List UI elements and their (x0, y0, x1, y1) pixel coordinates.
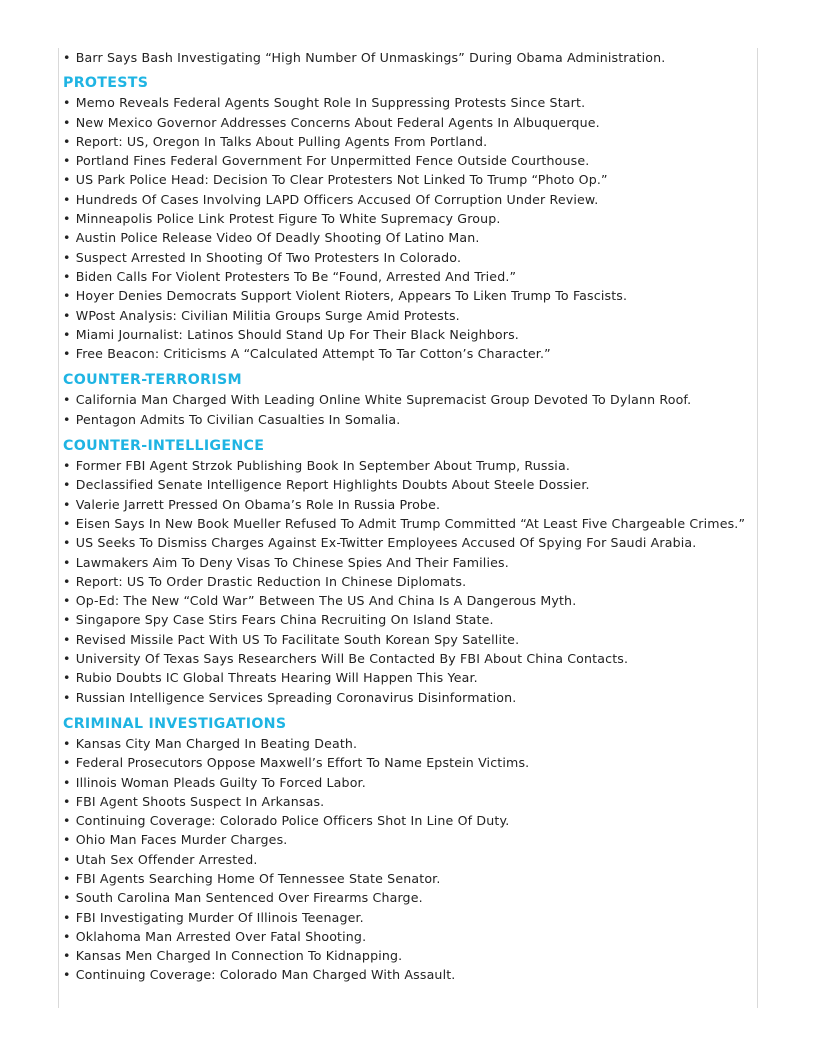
headline-link[interactable]: US Park Police Head: Decision To Clear Protesters Not Linked To Trump “Photo Op.” (75, 172, 608, 188)
headline-link[interactable]: Former FBI Agent Strzok Publishing Book In September About Trump, Russia. (75, 458, 570, 474)
bullet-icon: • (63, 172, 75, 188)
list-item (63, 170, 753, 189)
bullet-icon: • (63, 411, 75, 427)
list-item (63, 190, 753, 209)
headline-link[interactable]: Illinois Woman Pleads Guilty To Forced Labor. (75, 774, 366, 790)
list-item (63, 850, 753, 869)
bullet-icon: • (63, 133, 75, 149)
headline-link[interactable]: Kansas Men Charged In Connection To Kidnapping. (75, 948, 403, 964)
list-item (63, 151, 753, 170)
list-item (63, 688, 753, 707)
headline-link[interactable]: Report: US, Oregon In Talks About Pulling Agents From Portland. (75, 133, 488, 149)
section (63, 371, 753, 429)
list-item (63, 811, 753, 830)
list-item (63, 93, 753, 112)
bullet-icon: • (63, 458, 75, 474)
bullet-icon: • (63, 735, 75, 751)
headline-link[interactable]: FBI Agents Searching Home Of Tennessee State Senator. (75, 870, 441, 886)
bullet-icon: • (63, 346, 75, 362)
headline-link[interactable]: Continuing Coverage: Colorado Man Charged With Assault. (75, 967, 456, 983)
bullet-icon: • (63, 392, 75, 408)
bullet-icon: • (63, 612, 75, 628)
list-item (63, 495, 753, 514)
headline-link[interactable]: Portland Fines Federal Government For Unpermitted Fence Outside Courthouse. (75, 153, 590, 169)
bullet-icon: • (63, 948, 75, 964)
bullet-icon: • (63, 268, 75, 284)
section-heading: PROTESTS (63, 75, 149, 92)
list-item (63, 48, 753, 67)
section-heading: COUNTER-INTELLIGENCE (63, 438, 265, 455)
bullet-icon: • (63, 928, 75, 944)
headline-link[interactable]: Lawmakers Aim To Deny Visas To Chinese Spies And Their Families. (75, 554, 509, 570)
headline-link[interactable]: Miami Journalist: Latinos Should Stand Up For Their Black Neighbors. (75, 326, 519, 342)
bullet-icon: • (63, 95, 75, 111)
list-item (63, 475, 753, 494)
section (63, 74, 753, 363)
list-item (63, 927, 753, 946)
list-item (63, 830, 753, 849)
bullet-icon: • (63, 851, 75, 867)
list-item (63, 668, 753, 687)
bullet-icon: • (63, 631, 75, 647)
bullet-icon: • (63, 211, 75, 227)
headline-link[interactable]: Hundreds Of Cases Involving LAPD Officers Accused Of Corruption Under Review. (75, 191, 599, 207)
headline-link[interactable]: Declassified Senate Intelligence Report Highlights Doubts About Steele Dossier. (75, 477, 590, 493)
headline-link[interactable]: Russian Intelligence Services Spreading Coronavirus Disinformation. (75, 689, 517, 705)
list-item (63, 572, 753, 591)
bullet-icon: • (63, 288, 75, 304)
list-item (63, 533, 753, 552)
headline-link[interactable]: Continuing Coverage: Colorado Police Officers Shot In Line Of Duty. (75, 813, 510, 829)
list-item (63, 610, 753, 629)
bullet-icon: • (63, 890, 75, 906)
bullet-icon: • (63, 689, 75, 705)
list-item (63, 113, 753, 132)
bullet-icon: • (63, 307, 75, 323)
headline-link[interactable]: Op-Ed: The New “Cold War” Between The US And China Is A Dangerous Myth. (75, 593, 577, 609)
headline-link[interactable]: Oklahoma Man Arrested Over Fatal Shooting. (75, 928, 367, 944)
bullet-icon: • (63, 554, 75, 570)
headline-link[interactable]: Biden Calls For Violent Protesters To Be “Found, Arrested And Tried.” (75, 268, 517, 284)
section (63, 48, 753, 67)
list-item (63, 591, 753, 610)
headline-link[interactable]: Hoyer Denies Democrats Support Violent Rioters, Appears To Liken Trump To Fascists. (75, 288, 628, 304)
bullet-icon: • (63, 651, 75, 667)
headline-link[interactable]: Austin Police Release Video Of Deadly Shooting Of Latino Man. (75, 230, 480, 246)
list-item (63, 456, 753, 475)
headline-link[interactable]: Suspect Arrested In Shooting Of Two Protesters In Colorado. (75, 249, 462, 265)
list-item (63, 410, 753, 429)
bullet-icon: • (63, 50, 75, 65)
headline-link[interactable]: California Man Charged With Leading Online White Supremacist Group Devoted To Dylann Roof. (75, 392, 692, 408)
section-heading: COUNTER-TERRORISM (63, 372, 242, 389)
headline-link[interactable]: Barr Says Bash Investigating “High Number Of Unmaskings” During Obama Administration. (75, 50, 666, 65)
bullet-icon: • (63, 774, 75, 790)
headline-link[interactable]: Free Beacon: Criticisms A “Calculated Attempt To Tar Cotton’s Character.” (75, 346, 551, 362)
bullet-icon: • (63, 153, 75, 169)
headline-link[interactable]: Revised Missile Pact With US To Facilitate South Korean Spy Satellite. (75, 631, 520, 647)
headline-link[interactable]: US Seeks To Dismiss Charges Against Ex-Twitter Employees Accused Of Spying For Saudi Arabia. (75, 535, 697, 551)
headline-link[interactable]: Singapore Spy Case Stirs Fears China Recruiting On Island State. (75, 612, 494, 628)
list-item (63, 649, 753, 668)
list-item (63, 869, 753, 888)
list-item (63, 228, 753, 247)
bullet-icon: • (63, 593, 75, 609)
bullet-icon: • (63, 515, 75, 531)
list-item (63, 267, 753, 286)
bullet-icon: • (63, 477, 75, 493)
list-item (63, 306, 753, 325)
list-item (63, 390, 753, 409)
headline-link[interactable]: Utah Sex Offender Arrested. (75, 851, 258, 867)
headline-link[interactable]: Report: US To Order Drastic Reduction In Chinese Diplomats. (75, 573, 467, 589)
headline-link[interactable]: University Of Texas Says Researchers Will Be Contacted By FBI About China Contacts. (75, 651, 629, 667)
headline-link[interactable]: FBI Agent Shoots Suspect In Arkansas. (75, 793, 325, 809)
list-item (63, 553, 753, 572)
bullet-icon: • (63, 191, 75, 207)
list-item (63, 514, 753, 533)
bullet-icon: • (63, 832, 75, 848)
list-item (63, 773, 753, 792)
list-item (63, 344, 753, 363)
list-item (63, 132, 753, 151)
bullet-icon: • (63, 496, 75, 512)
headline-link[interactable]: Ohio Man Faces Murder Charges. (75, 832, 288, 848)
list-item (63, 630, 753, 649)
section (63, 715, 753, 985)
bullet-icon: • (63, 114, 75, 130)
list-item (63, 753, 753, 772)
bullet-icon: • (63, 870, 75, 886)
list-item (63, 325, 753, 344)
list-item (63, 965, 753, 984)
list-item (63, 792, 753, 811)
headline-link[interactable]: Rubio Doubts IC Global Threats Hearing Will Happen This Year. (75, 670, 478, 686)
bullet-icon: • (63, 967, 75, 983)
section (63, 437, 753, 707)
section-heading: CRIMINAL INVESTIGATIONS (63, 715, 287, 732)
bullet-icon: • (63, 813, 75, 829)
headline-link[interactable]: South Carolina Man Sentenced Over Firearms Charge. (75, 890, 423, 906)
headline-link[interactable]: Memo Reveals Federal Agents Sought Role In Suppressing Protests Since Start. (75, 95, 586, 111)
headline-link[interactable]: Kansas City Man Charged In Beating Death. (75, 735, 358, 751)
news-digest-list (63, 48, 753, 985)
headline-link[interactable]: Minneapolis Police Link Protest Figure To White Supremacy Group. (75, 211, 501, 227)
list-item (63, 286, 753, 305)
headline-link[interactable]: Valerie Jarrett Pressed On Obama’s Role In Russia Probe. (75, 496, 441, 512)
list-item (63, 734, 753, 753)
list-item (63, 888, 753, 907)
bullet-icon: • (63, 230, 75, 246)
bullet-icon: • (63, 249, 75, 265)
bullet-icon: • (63, 793, 75, 809)
bullet-icon: • (63, 909, 75, 925)
headline-link[interactable]: Pentagon Admits To Civilian Casualties In Somalia. (75, 411, 401, 427)
headline-link[interactable]: Federal Prosecutors Oppose Maxwell’s Effort To Name Epstein Victims. (75, 755, 530, 771)
bullet-icon: • (63, 535, 75, 551)
bullet-icon: • (63, 326, 75, 342)
bullet-icon: • (63, 573, 75, 589)
bullet-icon: • (63, 755, 75, 771)
list-item (63, 248, 753, 267)
headline-link[interactable]: New Mexico Governor Addresses Concerns About Federal Agents In Albuquerque. (75, 114, 600, 130)
headline-link[interactable]: Eisen Says In New Book Mueller Refused To Admit Trump Committed “At Least Five Chargeable Crimes.” (75, 515, 746, 531)
bullet-icon: • (63, 670, 75, 686)
list-item (63, 209, 753, 228)
list-item (63, 908, 753, 927)
headline-link[interactable]: FBI Investigating Murder Of Illinois Teenager. (75, 909, 364, 925)
headline-link[interactable]: WPost Analysis: Civilian Militia Groups Surge Amid Protests. (75, 307, 460, 323)
list-item (63, 946, 753, 965)
